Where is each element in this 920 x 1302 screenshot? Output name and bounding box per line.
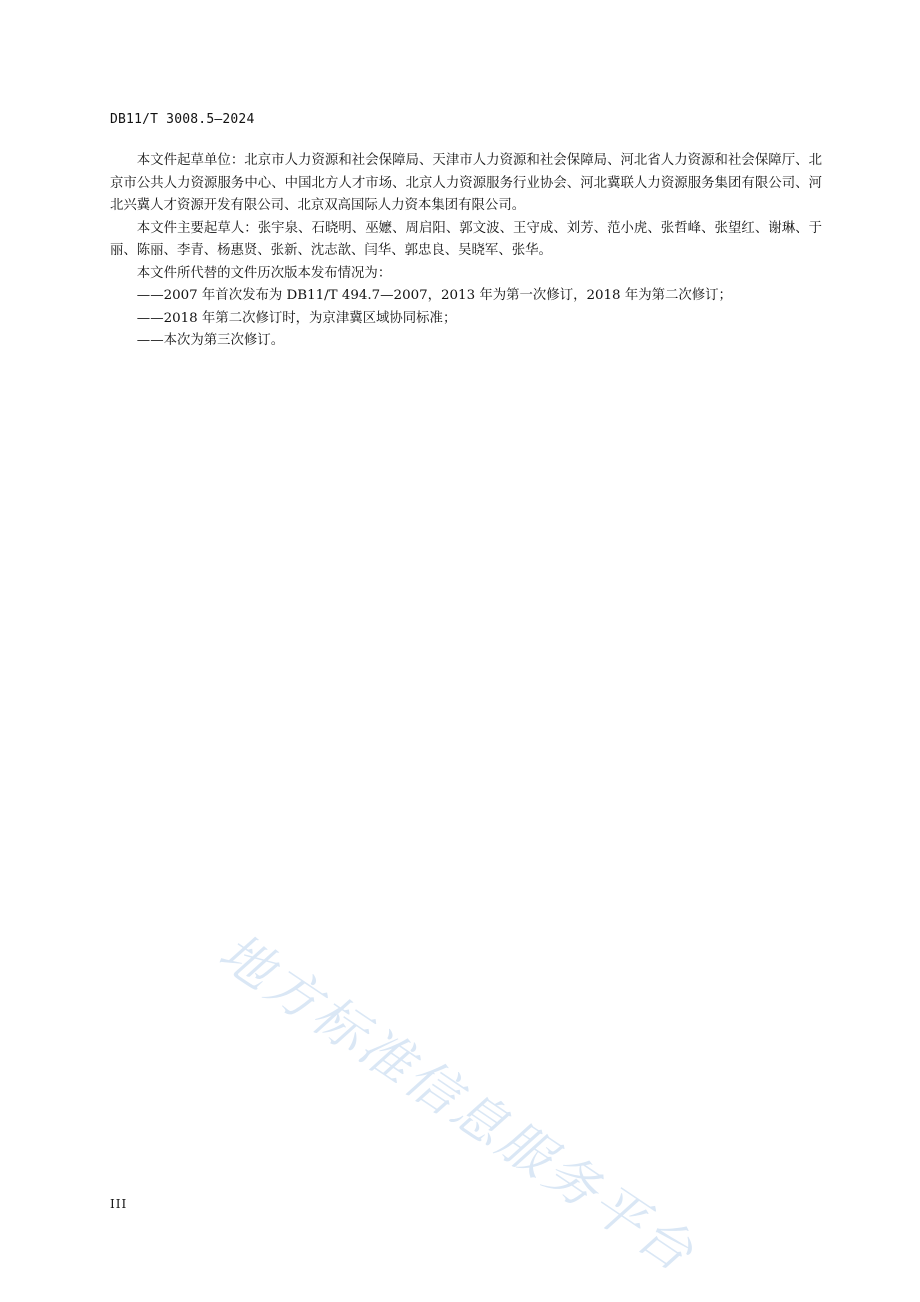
document-code: DB11/T 3008.5—2024 — [110, 112, 255, 127]
version-history-item: ——2018 年第二次修订时，为京津冀区域协同标准； — [136, 310, 457, 326]
version-history-item: ——2007 年首次发布为 DB11/T 494.7—2007，2013 年为第一次修订，2018 年为第二次修订； — [136, 288, 732, 303]
page-number: III — [110, 1197, 128, 1211]
drafting-units-paragraph: 本文件起草单位：北京市人力资源和社会保障局、天津市人力资源和社会保障局、河北省人力资源和社会保障厅、北京市公共人力资源服务中心、中国北方人才市场、北京人力资源服务行业协会、河北冀联人力资源服务集团有限公司、河北兴冀人才资源开发有限公司、北京双高国际人力资本集团有限公司。 — [110, 153, 822, 213]
document-body — [110, 150, 822, 353]
drafters-paragraph: 本文件主要起草人：张宇泉、石晓明、巫嬷、周启阳、郭文波、王守成、刘芳、范小虎、张哲峰、张望红、谢琳、于丽、陈丽、李青、杨惠贤、张新、沈志歆、闫华、郭忠良、吴晓军、张华。 — [110, 220, 822, 258]
version-history-item: ——本次为第三次修订。 — [136, 333, 285, 348]
version-history-intro: 本文件所代替的文件历次版本发布情况为： — [136, 265, 392, 281]
watermark-text: 地方标准信息服务平台 — [208, 922, 706, 1286]
